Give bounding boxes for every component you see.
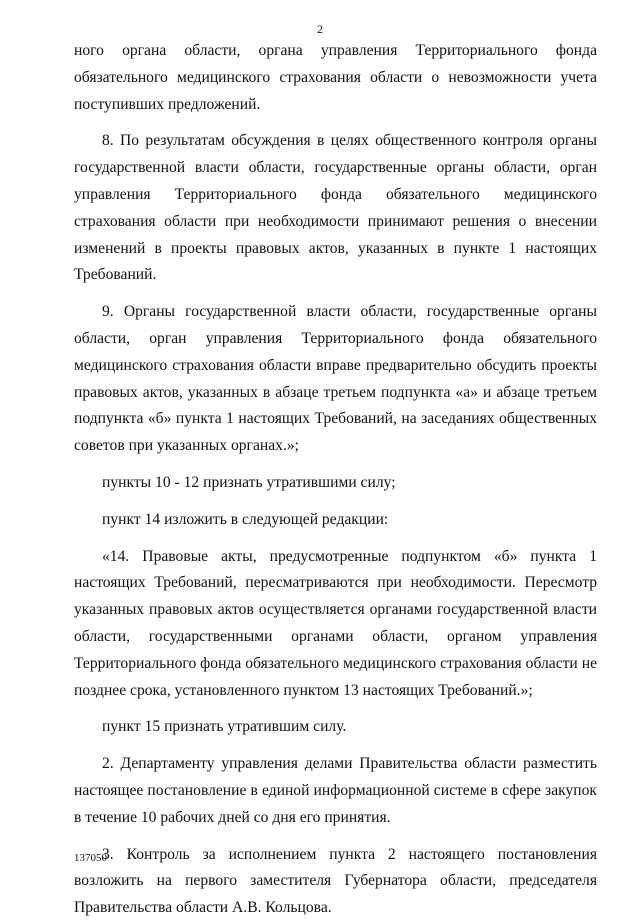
paragraph-repeal-10-12: пункты 10 - 12 признать утратившими силу; — [102, 473, 396, 491]
paragraph-item-8: 8. По результатам обсуждения в целях общественного контроля органы государственной власти области, государственные органы области, орган управления Территориального фонда обязательного медицинского страхования области при необходимости принимают решения о внесении изменений в проекты правовых актов, указанных в пункте 1 настоящих Требований. — [74, 132, 597, 284]
document-code: 137050 — [74, 852, 107, 864]
paragraph-continuation: ного органа области, органа управления Территориального фонда обязательного медицинского страхования области о невозможности учета поступивших предложений. — [74, 42, 597, 113]
paragraph-repeal-15: пункт 15 признать утратившим силу. — [102, 718, 347, 736]
paragraph-point-3: 3. Контроль за исполнением пункта 2 настоящего постановления возложить на первого заместителя Губернатора области, председателя Правительства области А.В. Кольцова. — [74, 845, 597, 917]
document-body — [74, 38, 597, 922]
paragraph-item-9: 9. Органы государственной власти области, государственные органы области, орган управления Территориального фонда обязательного медицинского страхования области вправе предварительно обсудить проекты правовых актов, указанных в абзаце третьем подпункта «а» и абзаце третьем подпункта «б» пункта 1 настоящих Требований, на заседаниях общественных советов при указанных органах.»; — [74, 303, 597, 455]
page-number: 2 — [317, 22, 323, 36]
paragraph-point-2: 2. Департаменту управления делами Правительства области разместить настоящее постановление в единой информационной системе в сфере закупок в течение 10 рабочих дней со дня его принятия. — [74, 755, 597, 826]
paragraph-item-14-text: «14. Правовые акты, предусмотренные подпунктом «б» пункта 1 настоящих Требований, пересматриваются при необходимости. Пересмотр указанных правовых актов осуществляется органами государственной власти области, государственными органами области, органом управления Территориального фонда обязательного медицинского страхования области не позднее срока, установленного пунктом 13 настоящих Требований.»; — [74, 547, 597, 699]
paragraph-amend-14: пункт 14 изложить в следующей редакции: — [102, 510, 389, 528]
